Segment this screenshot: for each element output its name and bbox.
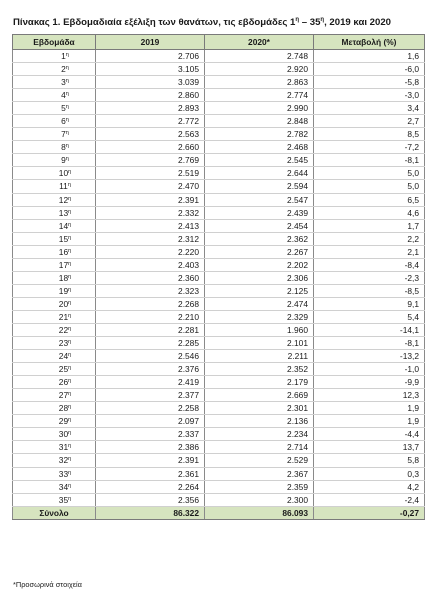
change-cell: 9,1 [314, 297, 425, 310]
week-cell [13, 402, 96, 415]
value-2019-cell: 2.660 [96, 141, 205, 154]
header-2019: 2019 [96, 35, 205, 50]
change-cell: 1,7 [314, 219, 425, 232]
change-cell: -6,0 [314, 63, 425, 76]
table-row [13, 154, 425, 167]
week-number: 2 [61, 64, 66, 75]
week-number: 23 [58, 338, 69, 349]
total-change: -0,27 [314, 506, 425, 519]
value-2019-cell: 2.419 [96, 376, 205, 389]
value-2019-cell: 3.105 [96, 63, 205, 76]
value-2019-cell: 2.332 [96, 206, 205, 219]
week-ordinal-suffix: η [68, 286, 72, 293]
week-ordinal-suffix: η [68, 365, 72, 372]
table-row [13, 376, 425, 389]
table-row [13, 206, 425, 219]
table-row [13, 310, 425, 323]
table-row [13, 415, 425, 428]
week-ordinal-suffix: η [68, 195, 72, 202]
table-row [13, 284, 425, 297]
table-row [13, 363, 425, 376]
week-ordinal-suffix: η [68, 169, 72, 176]
header-change: Μεταβολή (%) [314, 35, 425, 50]
value-2020-cell: 2.669 [205, 389, 314, 402]
change-cell: 1,6 [314, 50, 425, 63]
value-2020-cell: 2.545 [205, 154, 314, 167]
value-2020-cell: 2.594 [205, 180, 314, 193]
value-2020-cell: 2.848 [205, 115, 314, 128]
week-cell [13, 376, 96, 389]
change-cell: -13,2 [314, 350, 425, 363]
change-cell: 2,2 [314, 232, 425, 245]
week-ordinal-suffix: η [68, 495, 72, 502]
week-number: 20 [58, 298, 69, 309]
value-2019-cell: 2.391 [96, 454, 205, 467]
week-number: 18 [58, 272, 69, 283]
value-2019-cell: 2.376 [96, 363, 205, 376]
table-row [13, 76, 425, 89]
value-2019-cell: 2.706 [96, 50, 205, 63]
table-row [13, 63, 425, 76]
week-number: 17 [58, 259, 69, 270]
week-ordinal-suffix: η [68, 247, 72, 254]
week-ordinal-suffix: η [65, 65, 69, 72]
value-2020-cell: 2.362 [205, 232, 314, 245]
table-body [13, 50, 425, 507]
total-2020: 86.093 [205, 506, 314, 519]
change-cell: -8,1 [314, 337, 425, 350]
week-ordinal-suffix: η [65, 117, 69, 124]
value-2020-cell: 2.234 [205, 428, 314, 441]
change-cell: -14,1 [314, 323, 425, 336]
value-2019-cell: 2.285 [96, 337, 205, 350]
value-2019-cell: 2.356 [96, 493, 205, 506]
table-row [13, 441, 425, 454]
week-cell [13, 323, 96, 336]
change-cell: 1,9 [314, 402, 425, 415]
week-number: 26 [58, 377, 69, 388]
week-ordinal-suffix: η [65, 156, 69, 163]
week-number: 12 [58, 194, 69, 205]
week-number: 27 [58, 390, 69, 401]
week-ordinal-suffix: η [65, 143, 69, 150]
week-ordinal-suffix: η [68, 208, 72, 215]
total-label: Σύνολο [13, 506, 96, 519]
week-number: 33 [58, 468, 69, 479]
week-cell [13, 493, 96, 506]
table-row [13, 428, 425, 441]
value-2020-cell: 2.367 [205, 467, 314, 480]
week-cell [13, 63, 96, 76]
week-ordinal-suffix: η [68, 312, 72, 319]
week-cell [13, 141, 96, 154]
change-cell: -8,5 [314, 284, 425, 297]
week-ordinal-suffix: η [65, 130, 69, 137]
week-cell [13, 441, 96, 454]
week-number: 8 [61, 142, 66, 153]
table-row [13, 493, 425, 506]
value-2020-cell: 2.439 [205, 206, 314, 219]
week-ordinal-suffix: η [65, 104, 69, 111]
value-2020-cell: 2.748 [205, 50, 314, 63]
week-number: 31 [58, 442, 69, 453]
value-2020-cell: 2.300 [205, 493, 314, 506]
value-2020-cell: 2.474 [205, 297, 314, 310]
week-ordinal-suffix: η [68, 234, 72, 241]
table-row [13, 180, 425, 193]
week-number: 22 [58, 325, 69, 335]
table-header-row [13, 35, 425, 50]
week-number: 25 [58, 364, 69, 375]
week-ordinal-suffix: η [68, 482, 72, 489]
change-cell: 4,2 [314, 480, 425, 493]
table-row [13, 128, 425, 141]
week-cell [13, 428, 96, 441]
change-cell: -8,1 [314, 154, 425, 167]
value-2019-cell: 2.403 [96, 258, 205, 271]
value-2019-cell: 3.039 [96, 76, 205, 89]
week-cell [13, 363, 96, 376]
change-cell: -9,9 [314, 376, 425, 389]
week-cell [13, 310, 96, 323]
week-number: 24 [58, 351, 69, 362]
change-cell: 3,4 [314, 102, 425, 115]
change-cell: 5,0 [314, 167, 425, 180]
week-number: 7 [61, 129, 66, 140]
week-number: 5 [61, 103, 66, 114]
value-2019-cell: 2.264 [96, 480, 205, 493]
value-2020-cell: 2.301 [205, 402, 314, 415]
week-number: 4 [61, 90, 66, 101]
week-cell [13, 454, 96, 467]
change-cell: -7,2 [314, 141, 425, 154]
week-ordinal-suffix: η [68, 430, 72, 437]
value-2019-cell: 2.312 [96, 232, 205, 245]
table-row [13, 245, 425, 258]
table-row [13, 89, 425, 102]
week-cell [13, 89, 96, 102]
week-number: 19 [58, 285, 69, 296]
value-2020-cell: 2.359 [205, 480, 314, 493]
week-ordinal-suffix: η [68, 352, 72, 359]
value-2019-cell: 2.413 [96, 219, 205, 232]
table-row [13, 115, 425, 128]
change-cell: -2,3 [314, 271, 425, 284]
header-week: Εβδομάδα [13, 35, 96, 50]
week-cell [13, 297, 96, 310]
value-2020-cell: 2.920 [205, 63, 314, 76]
value-2019-cell: 2.281 [96, 323, 205, 336]
week-ordinal-suffix: η [68, 391, 72, 398]
value-2020-cell: 2.774 [205, 89, 314, 102]
value-2019-cell: 2.377 [96, 389, 205, 402]
table-row [13, 50, 425, 63]
value-2020-cell: 2.468 [205, 141, 314, 154]
week-number: 32 [58, 455, 69, 466]
value-2019-cell: 2.893 [96, 102, 205, 115]
week-cell [13, 245, 96, 258]
change-cell: -1,0 [314, 363, 425, 376]
week-cell [13, 271, 96, 284]
table-row [13, 337, 425, 350]
change-cell: 12,3 [314, 389, 425, 402]
week-cell [13, 415, 96, 428]
week-number: 9 [61, 155, 66, 166]
week-cell [13, 76, 96, 89]
week-number: 29 [58, 416, 69, 427]
week-number: 16 [58, 246, 69, 257]
week-ordinal-suffix: η [68, 273, 72, 280]
table-row [13, 480, 425, 493]
table-row [13, 389, 425, 402]
week-number: 21 [58, 311, 69, 322]
value-2020-cell: 2.547 [205, 193, 314, 206]
table-row [13, 258, 425, 271]
change-cell: 6,5 [314, 193, 425, 206]
change-cell: 5,0 [314, 180, 425, 193]
week-ordinal-suffix: η [68, 456, 72, 463]
total-row [13, 506, 425, 519]
week-number: 30 [58, 429, 69, 440]
change-cell: 2,1 [314, 245, 425, 258]
week-cell [13, 193, 96, 206]
week-ordinal-suffix: η [68, 260, 72, 267]
value-2020-cell: 2.125 [205, 284, 314, 297]
week-ordinal-suffix: η [68, 443, 72, 450]
value-2019-cell: 2.220 [96, 245, 205, 258]
week-ordinal-suffix: η [68, 326, 72, 332]
table-row [13, 297, 425, 310]
week-cell [13, 467, 96, 480]
week-cell [13, 115, 96, 128]
value-2020-cell: 2.179 [205, 376, 314, 389]
table-row [13, 193, 425, 206]
value-2019-cell: 2.772 [96, 115, 205, 128]
value-2020-cell: 2.306 [205, 271, 314, 284]
change-cell: -2,4 [314, 493, 425, 506]
value-2019-cell: 2.860 [96, 89, 205, 102]
week-ordinal-suffix: η [68, 299, 72, 306]
week-cell [13, 219, 96, 232]
change-cell: -4,4 [314, 428, 425, 441]
value-2019-cell: 2.769 [96, 154, 205, 167]
value-2020-cell: 2.329 [205, 310, 314, 323]
week-number: 3 [61, 77, 66, 88]
table-row [13, 271, 425, 284]
table-row [13, 323, 425, 336]
change-cell: 8,5 [314, 128, 425, 141]
table-row [13, 102, 425, 115]
value-2020-cell: 2.529 [205, 454, 314, 467]
week-number: 6 [61, 116, 66, 127]
change-cell: 13,7 [314, 441, 425, 454]
value-2020-cell: 2.101 [205, 337, 314, 350]
week-cell [13, 350, 96, 363]
week-ordinal-suffix: η [65, 91, 69, 98]
week-cell [13, 128, 96, 141]
week-cell [13, 206, 96, 219]
table-row [13, 141, 425, 154]
week-cell [13, 180, 96, 193]
week-cell [13, 50, 96, 63]
value-2020-cell: 2.644 [205, 167, 314, 180]
week-cell [13, 232, 96, 245]
week-ordinal-suffix: η [68, 221, 72, 228]
footnote: *Προσωρινά στοιχεία [13, 580, 82, 589]
value-2020-cell: 2.211 [205, 350, 314, 363]
table-row [13, 402, 425, 415]
week-ordinal-suffix: η [67, 182, 71, 189]
week-cell [13, 258, 96, 271]
value-2019-cell: 2.210 [96, 310, 205, 323]
value-2019-cell: 2.386 [96, 441, 205, 454]
week-number: 14 [58, 220, 69, 231]
week-cell [13, 154, 96, 167]
value-2020-cell: 1.960 [205, 323, 314, 336]
value-2019-cell: 2.563 [96, 128, 205, 141]
table-row [13, 219, 425, 232]
value-2019-cell: 2.323 [96, 284, 205, 297]
value-2019-cell: 2.546 [96, 350, 205, 363]
week-cell [13, 337, 96, 350]
week-number: 1 [61, 51, 66, 62]
value-2020-cell: 2.782 [205, 128, 314, 141]
week-cell [13, 389, 96, 402]
value-2020-cell: 2.352 [205, 363, 314, 376]
change-cell: 5,8 [314, 454, 425, 467]
week-ordinal-suffix: η [68, 404, 72, 411]
change-cell: -8,4 [314, 258, 425, 271]
header-2020: 2020* [205, 35, 314, 50]
week-ordinal-suffix: η [68, 469, 72, 476]
week-number: 15 [58, 233, 69, 244]
change-cell: 2,7 [314, 115, 425, 128]
table-row [13, 350, 425, 363]
table-row [13, 467, 425, 480]
change-cell: 5,4 [314, 310, 425, 323]
value-2019-cell: 2.097 [96, 415, 205, 428]
value-2020-cell: 2.136 [205, 415, 314, 428]
week-cell [13, 480, 96, 493]
weekly-deaths-table [12, 34, 425, 520]
value-2019-cell: 2.360 [96, 271, 205, 284]
week-cell [13, 102, 96, 115]
week-cell [13, 167, 96, 180]
table-row [13, 232, 425, 245]
table-row [13, 167, 425, 180]
week-ordinal-suffix: η [68, 417, 72, 424]
table-row [13, 454, 425, 467]
week-ordinal-suffix: η [68, 378, 72, 385]
change-cell: 0,3 [314, 467, 425, 480]
change-cell: 4,6 [314, 206, 425, 219]
week-ordinal-suffix: η [68, 339, 72, 346]
change-cell: -5,8 [314, 76, 425, 89]
change-cell: 1,9 [314, 415, 425, 428]
value-2020-cell: 2.863 [205, 76, 314, 89]
week-number: 13 [58, 207, 69, 218]
value-2019-cell: 2.519 [96, 167, 205, 180]
value-2020-cell: 2.202 [205, 258, 314, 271]
value-2019-cell: 2.268 [96, 297, 205, 310]
value-2019-cell: 2.470 [96, 180, 205, 193]
value-2019-cell: 2.337 [96, 428, 205, 441]
week-number: 28 [58, 403, 69, 414]
value-2020-cell: 2.267 [205, 245, 314, 258]
value-2020-cell: 2.714 [205, 441, 314, 454]
week-number: 11 [59, 181, 68, 192]
value-2019-cell: 2.361 [96, 467, 205, 480]
week-number: 35 [58, 494, 69, 505]
week-cell [13, 284, 96, 297]
total-2019: 86.322 [96, 506, 205, 519]
week-number: 10 [58, 168, 69, 179]
week-number: 34 [58, 481, 69, 492]
value-2020-cell: 2.990 [205, 102, 314, 115]
change-cell: -3,0 [314, 89, 425, 102]
value-2019-cell: 2.391 [96, 193, 205, 206]
week-ordinal-suffix: η [65, 52, 69, 59]
value-2020-cell: 2.454 [205, 219, 314, 232]
week-ordinal-suffix: η [65, 78, 69, 85]
value-2019-cell: 2.258 [96, 402, 205, 415]
table-title: Πίνακας 1. Εβδομαδιαία εξέλιξη των θανάτων, τις εβδομάδες $1^\eta - 35^\eta$, 2019 και 2020 [13, 17, 392, 29]
